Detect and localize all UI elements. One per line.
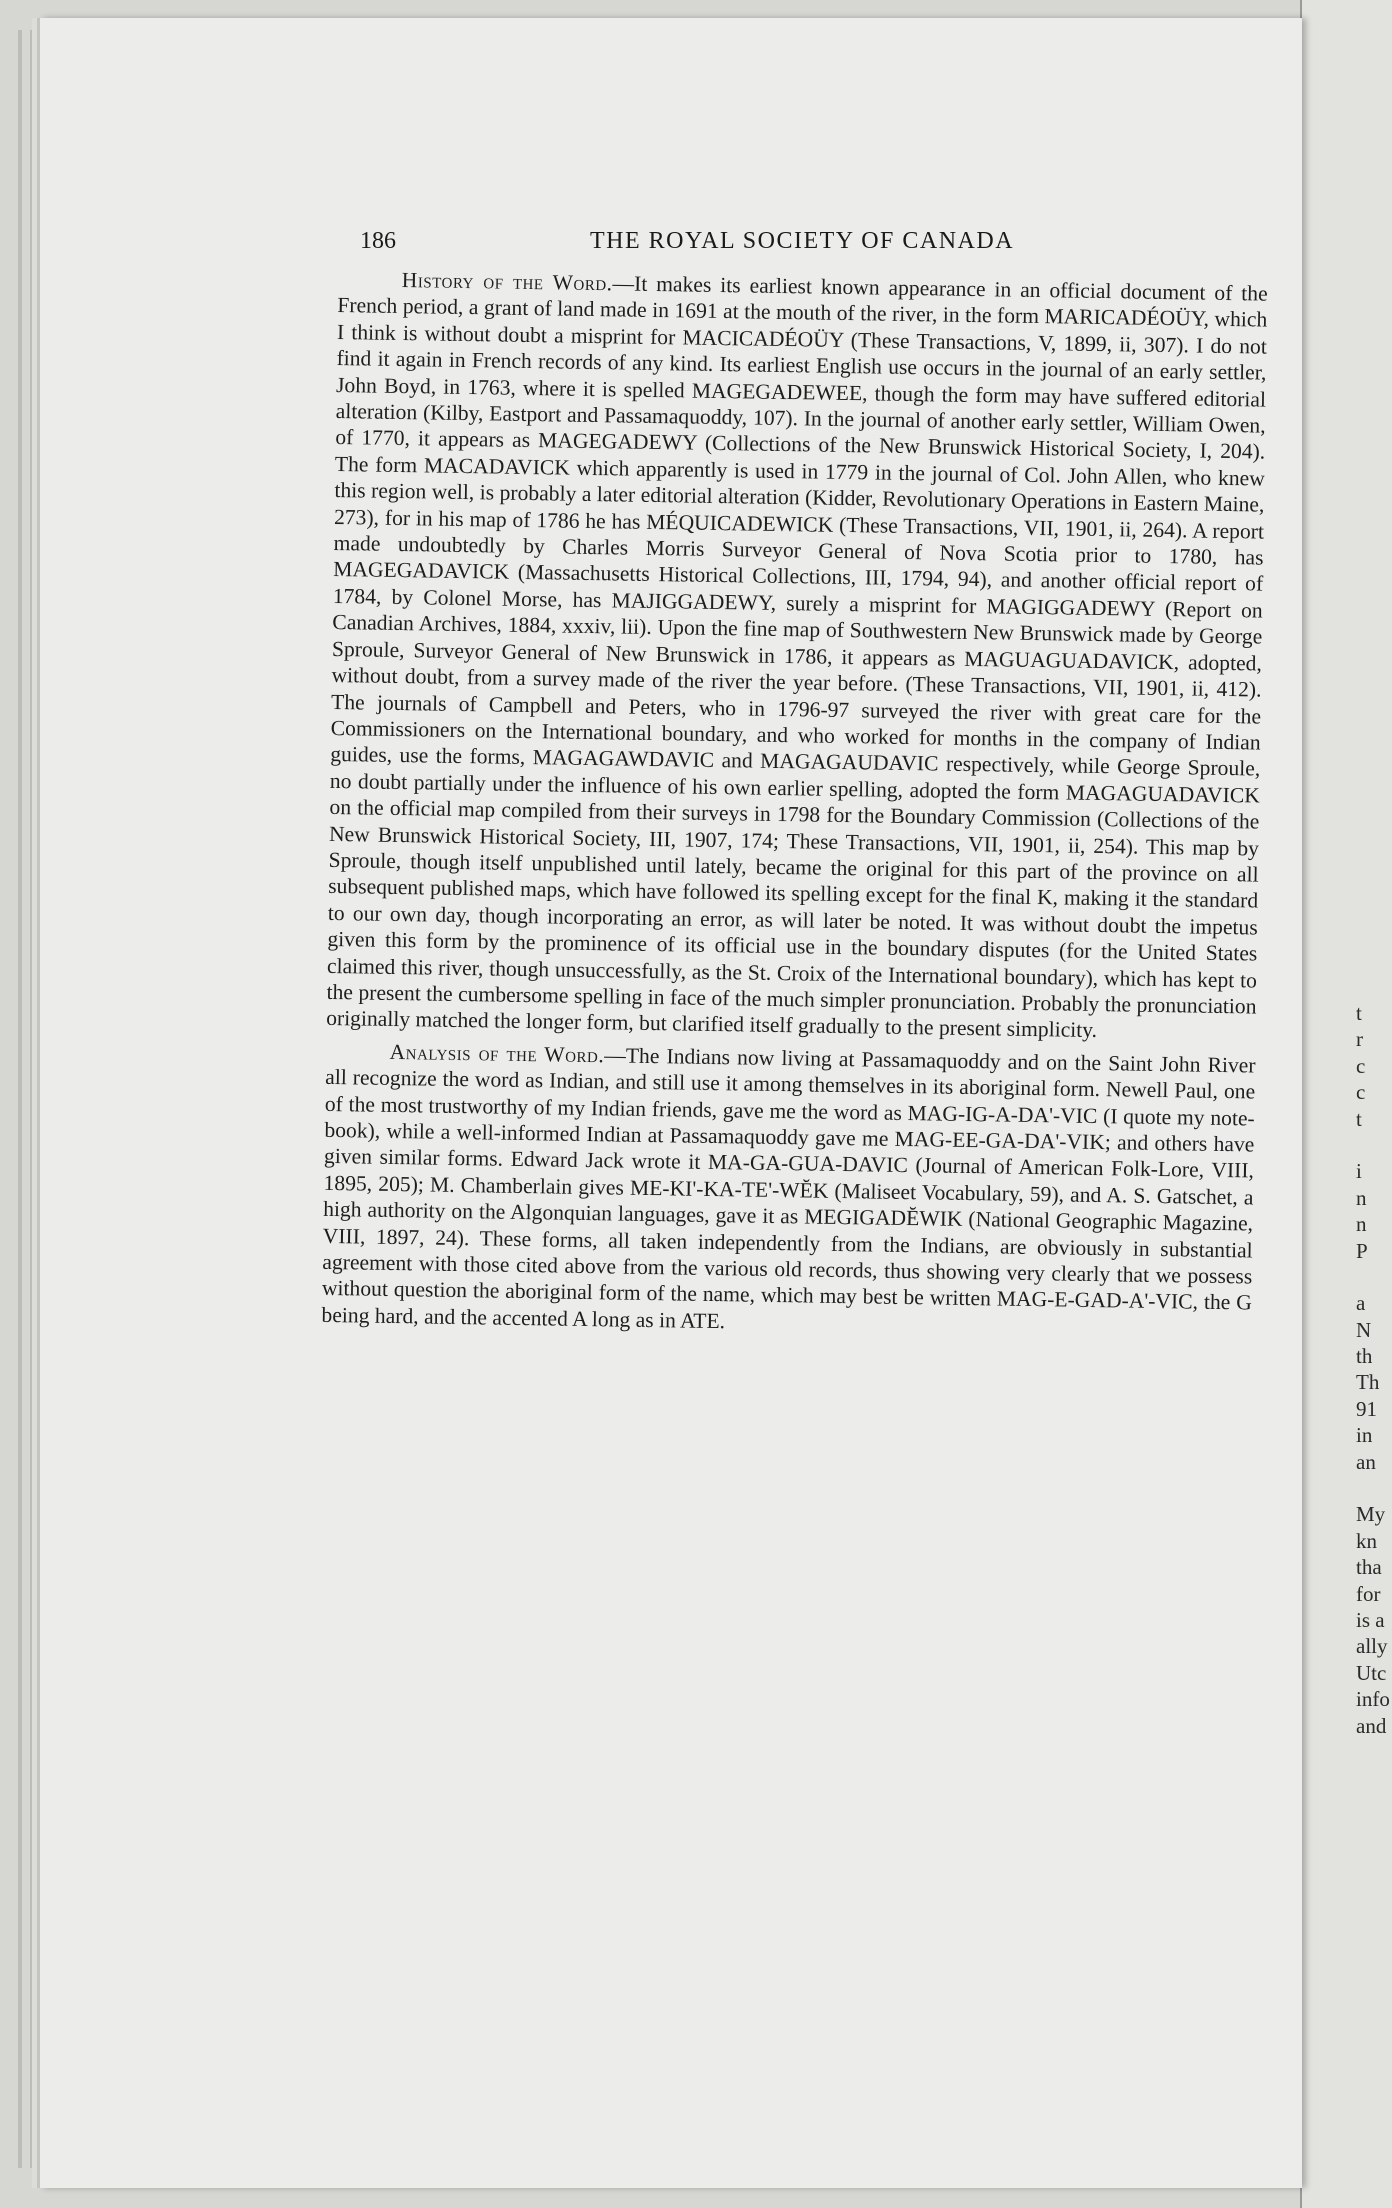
facing-page-fragment: in xyxy=(1356,1423,1373,1448)
facing-page-fragment: kn xyxy=(1356,1528,1377,1553)
facing-page-fragment: i xyxy=(1356,1159,1362,1184)
paragraph-text: —It makes its earliest known appearance in an official document of the French period, a grant of land made in 1691 at the mouth of the river, in the form MARICADÉOÜY, which I think is without doubt a misprint for MACICADÉOÜY (These Transactions, V, 1899, ii, 307). I do not find it again in French records of any kind. Its earliest English use occurs in the journal of an early settler, John Boyd, in 1763, where it is spelled MAGEGADEWEE, though the form may have suffered editorial alteration (Kilby, Eastport and Passamaquoddy, 107). In the journal of another early settler, William Owen, of 1770, it appears as MAGEGADEWY (Collections of the New Brunswick Historical Society, I, 204). The form MACADAVICK which apparently is used in 1779 in the journal of Col. John Allen, who knew this region well, is probably a later editorial alteration (Kidder, Revolutionary Operations in Eastern Maine, 273), for in his map of 1786 he has MÉQUICADEWICK (These Transactions, VII, 1901, ii, 264). A report made undoubtedly by Charles Morris Surveyor General of Nova Scotia prior to 1780, has MAGEGADAVICK (Massachusetts Historical Collections, III, 1794, 94), and another official report of 1784, by Colonel Morse, has MAJIGGADEWY, surely a misprint for MAGIGGADEWY (Report on Canadian Archives, 1884, xxxiv, lii). Upon the fine map of Southwestern New Brunswick made by George Sproule, Surveyor General of New Brunswick in 1786, it appears as MAGUAGUADAVICK, adopted, without doubt, from a survey made of the river the year before. (These Transactions, VII, 1901, ii, 412). The journals of Campbell and Peters, who in 1796-97 surveyed the river with great care for the Commissioners on the International boundary, and who worked for months in the company of Indian guides, use the forms, MAGAGAWDAVIC and MAGAGAUDAVIC respectively, while George Sproule, no doubt partially under the influence of his own earlier spelling, adopted the form MAGAGUADAVICK on the official map compiled from their surveys in 1798 for the Boundary Commission (Collections of the New Brunswick Historical Society, III, 1907, 174; These Transactions, VII, 1901, ii, 254). This map by Sproule, though itself unpublished until lately, became the original for this part of the province on all subsequent published maps, which have followed its spelling except for the final K, making it the standard to our own day, though incorporating an error, as will later be noted. It was without doubt the impetus given this form by the prominence of its official use in the boundary disputes (for the United States claimed this river, though unsuccessfully, as the St. Croix of the International boundary), which has kept to the present the cumbersome spelling in face of the much simpler pronunciation. Probably the pronunciation originally matched the longer form, but clarified itself gradually to the present simplicity. xyxy=(325,271,1268,1043)
facing-page-fragment: t xyxy=(1356,1001,1362,1025)
facing-page-fragment: N xyxy=(1356,1317,1372,1342)
facing-page-fragment: th xyxy=(1356,1344,1373,1369)
page-header xyxy=(360,228,1260,262)
facing-page-fragment: an xyxy=(1356,1449,1376,1474)
facing-page-fragment: tha xyxy=(1356,1555,1382,1580)
page-number: 186 xyxy=(360,228,396,254)
facing-page-fragment: 91 xyxy=(1356,1396,1377,1421)
paragraph-analysis xyxy=(321,1038,1255,1343)
body-text xyxy=(321,266,1268,1343)
facing-page-fragment: a xyxy=(1356,1291,1366,1316)
facing-page-fragment: info xyxy=(1356,1687,1390,1712)
paragraph-history xyxy=(326,266,1268,1046)
running-title: THE ROYAL SOCIETY OF CANADA xyxy=(590,228,1015,254)
facing-page-fragment: ally xyxy=(1356,1634,1388,1659)
facing-page-fragment xyxy=(1356,1264,1392,1290)
section-heading: History of the Word. xyxy=(401,268,613,296)
facing-page-fragment: P xyxy=(1356,1238,1368,1263)
facing-page-text xyxy=(1356,1000,1392,1739)
section-heading: Analysis of the Word. xyxy=(389,1039,605,1068)
facing-page-fragment: n xyxy=(1356,1212,1367,1237)
facing-page-fragment: is a xyxy=(1356,1607,1385,1632)
facing-page-fragment: for xyxy=(1356,1581,1381,1606)
facing-page-fragment: c xyxy=(1356,1080,1366,1105)
facing-page-fragment: n xyxy=(1356,1185,1367,1210)
paragraph-text: —The Indians now living at Passamaquoddy and on the Saint John River all recognize the word as Indian, and still use it among themselves in its aboriginal form. Newell Paul, one of the most trustworthy of my Indian friends, gave me the word as MAG-IG-A-DA'-VIC (I quote my note-book), while a well-informed Indian at Passamaquoddy gave me MAG-EE-GA-DA'-VIK; and others have given similar forms. Edward Jack wrote it MA-GA-GUA-DAVIC (Journal of American Folk-Lore, VIII, 1895, 205); M. Chamberlain gives ME-KI'-KA-TE'-WĔK (Maliseet Vocabulary, 59), and A. S. Gatschet, a high authority on the Algonquian languages, gave it as MEGIGADĔWIK (National Geographic Magazine, VIII, 1897, 24). These forms, all taken independently from the Indians, are obviously in substantial agreement with those cited above from the various old records, thus showing very clearly that we possess without question the aboriginal form of the name, which may best be written MAG-E-GAD-A'-VIC, the G being hard, and the accented A long as in ATE. xyxy=(321,1043,1256,1334)
facing-page-fragment xyxy=(1356,1475,1392,1501)
facing-page-fragment: and xyxy=(1356,1713,1387,1738)
facing-page-fragment: Utc xyxy=(1356,1660,1387,1685)
page-edge xyxy=(18,30,22,2168)
facing-page-fragment: c xyxy=(1356,1053,1366,1078)
page-edge xyxy=(30,30,34,2168)
facing-page-fragment xyxy=(1356,1132,1392,1158)
facing-page-fragment: My xyxy=(1356,1502,1386,1527)
facing-page-fragment: r xyxy=(1356,1027,1363,1052)
facing-page-fragment: t xyxy=(1356,1106,1362,1131)
facing-page-fragment: Th xyxy=(1356,1370,1380,1395)
